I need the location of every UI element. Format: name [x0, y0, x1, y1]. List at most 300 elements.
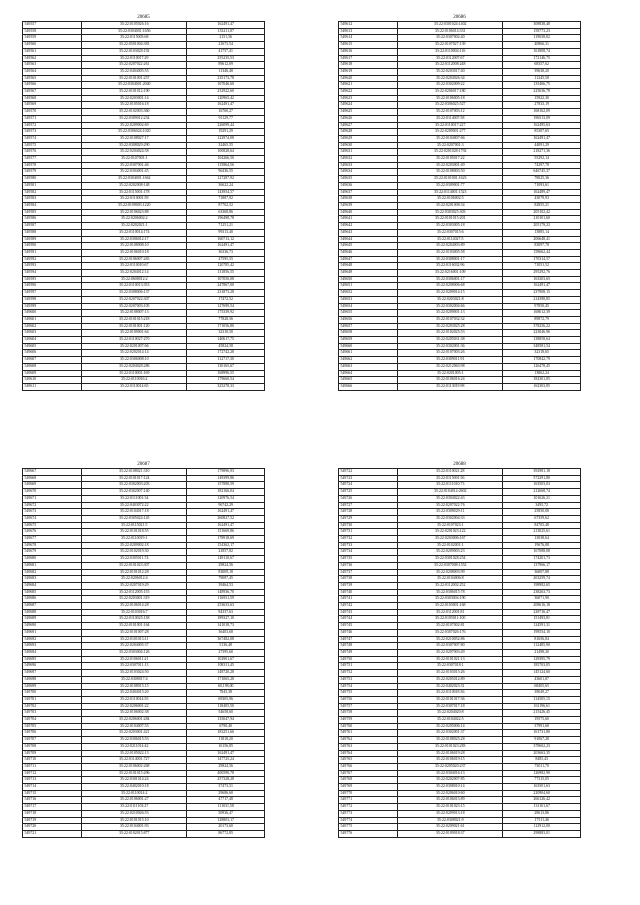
row-number-cell: 549646 — [339, 249, 398, 256]
cadastral-number-cell: 35:22:0107002:81 — [398, 623, 503, 630]
table-row — [339, 263, 581, 270]
value-cell: 19291,29 — [187, 129, 265, 136]
cadastral-number-cell: 35:22:0101001:1623 — [398, 176, 503, 183]
value-cell: 162495,63 — [503, 122, 581, 129]
cadastral-number-cell: 35:22:0101001:257 — [82, 75, 187, 82]
table-row — [23, 42, 265, 49]
cadastral-number-cell: 35:22:0101015:10 — [82, 817, 187, 824]
value-cell: 171065,28 — [187, 676, 265, 683]
table-row — [23, 757, 265, 764]
table-row — [23, 202, 265, 209]
value-cell: 54658,60 — [187, 710, 265, 717]
table-row — [339, 549, 581, 556]
cadastral-number-cell: 35:22:0210052:86 — [398, 636, 503, 643]
value-cell: 162491,47 — [187, 243, 265, 250]
cadastral-number-cell: 35:22:0308029:290 — [82, 142, 187, 149]
row-number-cell: 549611 — [23, 383, 82, 390]
table-row — [339, 804, 581, 811]
table-row — [339, 196, 581, 203]
cadastral-number-cell: 35:22:0205012:89 — [398, 676, 503, 683]
table-row — [339, 817, 581, 824]
value-cell: 127699,54 — [187, 303, 265, 310]
row-number-cell: 549684 — [23, 582, 82, 589]
row-number-cell: 549626 — [339, 115, 398, 122]
cadastral-number-cell: 35:22:0308021:9 — [398, 817, 503, 824]
table-row — [339, 623, 581, 630]
register-panel-4 — [338, 461, 581, 838]
cadastral-number-cell: 35:22:0202014:14 — [82, 350, 187, 357]
row-number-cell: 549581 — [23, 182, 82, 189]
table-row — [23, 75, 265, 82]
row-number-cell: 549618 — [339, 62, 398, 69]
cadastral-number-cell: 35:22:0205031:38 — [398, 337, 503, 344]
value-cell: 47717,48 — [187, 797, 265, 804]
table-row — [23, 469, 265, 476]
value-cell: 149110,67 — [187, 556, 265, 563]
value-cell: 85307,65 — [503, 129, 581, 136]
row-number-cell: 549681 — [23, 562, 82, 569]
value-cell: 21673,54 — [187, 42, 265, 49]
table-row — [339, 95, 581, 102]
cadastral-number-cell: 35:22:0501004:381 — [82, 42, 187, 49]
cadastral-number-cell: 35:22:0110014:65 — [82, 383, 187, 390]
row-number-cell: 549769 — [339, 784, 398, 791]
cadastral-number-cell: 35:22:0104006:8 — [398, 576, 503, 583]
row-number-cell: 549701 — [23, 696, 82, 703]
table-row — [339, 129, 581, 136]
cadastral-number-cell: 35:22:0308017:4 — [82, 676, 187, 683]
cadastral-number-cell: 35:22:0211014:42 — [82, 743, 187, 750]
cadastral-number-cell: 35:22:0201008:34 — [398, 202, 503, 209]
row-number-cell: 549682 — [23, 569, 82, 576]
row-number-cell: 549627 — [339, 122, 398, 129]
row-number-cell: 549659 — [339, 337, 398, 344]
cadastral-number-cell: 35:22:0107032:32 — [398, 316, 503, 323]
table-row — [339, 42, 581, 49]
cadastral-number-cell: 35:22:0106002:268 — [82, 763, 187, 770]
cadastral-number-cell: 35:22:0115001:56 — [398, 475, 503, 482]
cadastral-number-cell: 35:22:0204028:286 — [82, 363, 187, 370]
row-number-cell: 549655 — [339, 310, 398, 317]
cadastral-number-cell: 35:22:0115021:5 — [82, 522, 187, 529]
cadastral-number-cell: 35:22:0206002:2 — [82, 216, 187, 223]
table-row — [339, 830, 581, 837]
row-number-cell: 549559 — [23, 35, 82, 42]
row-number-cell: 549637 — [339, 189, 398, 196]
cadastral-number-cell: 35:22:0106010:18 — [82, 249, 187, 256]
cadastral-number-cell: 35:22:0206012:4 — [82, 576, 187, 583]
row-number-cell: 549664 — [339, 370, 398, 377]
table-row — [339, 169, 581, 176]
value-cell: 27833,19 — [503, 102, 581, 109]
table-row — [339, 209, 581, 216]
value-cell: 114505,15 — [503, 696, 581, 703]
row-number-cell: 549628 — [339, 129, 398, 136]
cadastral-number-cell: 35:22:0302001:37 — [398, 730, 503, 737]
table-row — [23, 48, 265, 55]
row-number-cell: 549572 — [23, 122, 82, 129]
table-row — [339, 589, 581, 596]
value-cell: 149399,86 — [187, 475, 265, 482]
cadastral-number-cell: 35:22:0106023:88 — [82, 209, 187, 216]
row-number-cell: 549651 — [339, 283, 398, 290]
value-cell: 145124,60 — [503, 670, 581, 677]
row-number-cell: 549743 — [339, 609, 398, 616]
cadastral-number-cell: 35:22:0302007:140 — [82, 489, 187, 496]
cadastral-number-cell: 35:22:0103015:26 — [398, 670, 503, 677]
cadastral-number-cell: 35:22:0306012:17 — [82, 236, 187, 243]
row-number-cell: 549757 — [339, 703, 398, 710]
table-row — [23, 82, 265, 89]
value-cell: 112485,90 — [503, 643, 581, 650]
table-row — [23, 649, 265, 656]
row-number-cell: 549726 — [339, 495, 398, 502]
value-cell: 25850,08 — [503, 509, 581, 516]
table-row — [23, 236, 265, 243]
table-row — [23, 330, 265, 337]
cadastral-number-cell: 35:22:0104014:2602 — [398, 489, 503, 496]
cadastral-number-cell: 35:22:0105022:13 — [82, 750, 187, 757]
table-row — [23, 189, 265, 196]
value-cell: 89872,79 — [503, 316, 581, 323]
value-cell: 189327,10 — [187, 616, 265, 623]
table-row — [339, 296, 581, 303]
table-row — [339, 603, 581, 610]
table-row — [23, 209, 265, 216]
table-row — [339, 670, 581, 677]
value-cell: 118405,50 — [187, 703, 265, 710]
table-row — [23, 249, 265, 256]
table-row — [23, 763, 265, 770]
register-panel-1 — [22, 14, 265, 391]
value-cell: 210101,60 — [503, 216, 581, 223]
value-cell: 367482,08 — [187, 636, 265, 643]
value-cell: 220904,60 — [503, 790, 581, 797]
row-number-cell: 549652 — [339, 290, 398, 297]
value-cell: 36403,68 — [187, 629, 265, 636]
row-number-cell: 549609 — [23, 370, 82, 377]
value-cell: 235173,78 — [187, 75, 265, 82]
row-number-cell: 549673 — [23, 509, 82, 516]
row-number-cell: 549671 — [23, 495, 82, 502]
row-number-cell: 549711 — [23, 763, 82, 770]
table-row — [339, 717, 581, 724]
value-cell: 83009,18 — [187, 569, 265, 576]
value-cell: 170314,57 — [503, 256, 581, 263]
table-row — [23, 770, 265, 777]
table-row — [339, 216, 581, 223]
row-number-cell: 549566 — [23, 82, 82, 89]
row-number-cell: 549645 — [339, 243, 398, 250]
cadastral-number-cell: 35:22:0112005:155 — [82, 589, 187, 596]
table-row — [339, 569, 581, 576]
table-row — [339, 357, 581, 364]
value-cell: 228716,47 — [503, 609, 581, 616]
table-row — [23, 810, 265, 817]
table-row — [23, 482, 265, 489]
row-number-cell: 549648 — [339, 263, 398, 270]
table-row — [339, 270, 581, 277]
row-number-cell: 549623 — [339, 95, 398, 102]
cadastral-number-cell: 35:22:0101012:190 — [82, 89, 187, 96]
cadastral-number-cell: 35:22:0208003:99 — [398, 569, 503, 576]
row-number-cell: 549606 — [23, 350, 82, 357]
cadastral-number-cell: 35:22:0108008:10 — [82, 243, 187, 250]
table-row — [339, 770, 581, 777]
row-number-cell: 549601 — [23, 316, 82, 323]
value-cell: 198982,65 — [503, 582, 581, 589]
value-cell: 27395,60 — [187, 649, 265, 656]
cadastral-number-cell: 35:22:0304022:43 — [398, 495, 503, 502]
table-row — [339, 616, 581, 623]
value-cell: 203663,35 — [503, 750, 581, 757]
table-row — [23, 777, 265, 784]
cadastral-number-cell: 35:22:0302003:203 — [82, 482, 187, 489]
table-row — [23, 489, 265, 496]
cadastral-number-cell: 35:22:0101001:164 — [82, 623, 187, 630]
cadastral-number-cell: 35:22:0101023:15 — [398, 804, 503, 811]
table-row — [23, 135, 265, 142]
cadastral-number-cell: 35:22:0108027:17 — [82, 135, 187, 142]
row-number-cell: 549624 — [339, 102, 398, 109]
row-number-cell: 549756 — [339, 696, 398, 703]
table-row — [23, 509, 265, 516]
table-row — [339, 330, 581, 337]
cadastral-number-cell: 35:22:0209021:61 — [398, 824, 503, 831]
table-row — [23, 603, 265, 610]
row-number-cell: 549562 — [23, 55, 82, 62]
cadastral-number-cell: 35:22:0109003:1220 — [82, 202, 187, 209]
row-number-cell: 549583 — [23, 196, 82, 203]
cadastral-number-cell: 35:22:0112001:81 — [398, 609, 503, 616]
value-cell: 73011,70 — [503, 763, 581, 770]
value-cell: 162491,47 — [187, 522, 265, 529]
table-row — [23, 176, 265, 183]
value-cell: 28613,86 — [503, 810, 581, 817]
cadastral-number-cell: 35:22:0101021:13 — [398, 656, 503, 663]
cadastral-number-cell: 35:22:0203001:319 — [82, 596, 187, 603]
value-cell: 69305,96 — [187, 696, 265, 703]
row-number-cell: 549658 — [339, 330, 398, 337]
value-cell: 13038,64 — [503, 536, 581, 543]
table-row — [23, 229, 265, 236]
table-row — [23, 683, 265, 690]
table-row — [339, 62, 581, 69]
value-cell: 77828,56 — [187, 316, 265, 323]
value-cell: 21857,82 — [187, 549, 265, 556]
value-cell: 158662,44 — [503, 249, 581, 256]
table-row — [339, 556, 581, 563]
table-row — [23, 310, 265, 317]
value-cell: 172742,28 — [187, 350, 265, 357]
row-number-cell: 549767 — [339, 770, 398, 777]
cadastral-number-cell: 35:22:0206001:284 — [82, 717, 187, 724]
value-cell: 392981,18 — [503, 469, 581, 476]
row-number-cell: 549570 — [23, 109, 82, 116]
cadastral-number-cell: 35:22:0304001:2040 — [82, 82, 187, 89]
row-number-cell: 549735 — [339, 556, 398, 563]
cadastral-number-cell: 35:22:0306024:1020 — [82, 129, 187, 136]
table-row — [339, 48, 581, 55]
table-row — [23, 343, 265, 350]
value-cell: 238263,73 — [503, 589, 581, 596]
table-row — [23, 357, 265, 364]
cadastral-number-cell: 35:22:0102015:877 — [82, 830, 187, 837]
cadastral-number-cell: 35:22:0202008:148 — [82, 182, 187, 189]
cadastral-number-cell: 35:22:0304001:1656 — [82, 28, 187, 35]
row-number-cell: 549631 — [339, 149, 398, 156]
value-cell: 198554,10 — [503, 629, 581, 636]
table-row — [339, 122, 581, 129]
row-number-cell: 549679 — [23, 549, 82, 556]
table-row — [23, 495, 265, 502]
table-row — [339, 824, 581, 831]
value-cell: 84705,48 — [503, 522, 581, 529]
value-cell: 100828,64 — [187, 149, 265, 156]
value-cell: 126982,90 — [503, 770, 581, 777]
table-row — [339, 810, 581, 817]
register-panel-3 — [22, 461, 265, 838]
cadastral-number-cell: 35:22:0106011:21 — [82, 656, 187, 663]
row-number-cell: 549604 — [23, 337, 82, 344]
value-cell: 179660,54 — [187, 377, 265, 384]
cadastral-number-cell: 35:22:0402010:18 — [82, 784, 187, 791]
value-cell: 162491,47 — [187, 509, 265, 516]
value-cell: 143954,57 — [187, 189, 265, 196]
value-cell: 131101,67 — [503, 804, 581, 811]
row-number-cell: 549703 — [23, 710, 82, 717]
row-number-cell: 549709 — [23, 750, 82, 757]
row-number-cell: 549571 — [23, 115, 82, 122]
table-row — [23, 804, 265, 811]
cadastral-number-cell: 35:22:0115003:68 — [82, 35, 187, 42]
row-number-cell: 549650 — [339, 276, 398, 283]
row-number-cell: 549758 — [339, 710, 398, 717]
cadastral-number-cell: 35:22:0103028:192 — [82, 48, 187, 55]
value-cell: 91067,28 — [503, 737, 581, 744]
table-row — [23, 223, 265, 230]
table-row — [23, 169, 265, 176]
table-row — [23, 723, 265, 730]
table-row — [339, 35, 581, 42]
value-cell: 77315,05 — [503, 777, 581, 784]
cadastral-number-cell: 35:22:0404005:55 — [82, 68, 187, 75]
table-row — [23, 89, 265, 96]
value-cell: 154362,17 — [187, 542, 265, 549]
row-number-cell: 549569 — [23, 102, 82, 109]
cadastral-number-cell: 35:22:0204020:8 — [398, 710, 503, 717]
row-number-cell: 549576 — [23, 149, 82, 156]
cadastral-number-cell: 35:22:0309011:91 — [398, 357, 503, 364]
cadastral-number-cell: 35:22:0116032:96 — [398, 263, 503, 270]
cadastral-number-cell: 35:22:0104007:66 — [398, 135, 503, 142]
table-row — [23, 290, 265, 297]
row-number-cell: 549773 — [339, 810, 398, 817]
cadastral-number-cell: 35:22:0201005:1 — [398, 370, 503, 377]
table-row — [339, 149, 581, 156]
row-number-cell: 549729 — [339, 515, 398, 522]
cadastral-number-cell: 35:22:0106002:38 — [82, 710, 187, 717]
table-row — [23, 830, 265, 837]
row-number-cell: 549621 — [339, 82, 398, 89]
cadastral-number-cell: 35:22:0109018:37 — [398, 830, 503, 837]
row-number-cell: 549580 — [23, 176, 82, 183]
panel-title: 20687 — [137, 462, 150, 467]
cadastral-number-cell: 35:22:0110014:55 — [82, 696, 187, 703]
table-row — [339, 656, 581, 663]
cadastral-number-cell: 35:22:0104001:93 — [82, 824, 187, 831]
table-row — [23, 95, 265, 102]
table-row — [23, 149, 265, 156]
row-number-cell: 549592 — [23, 256, 82, 263]
value-cell: 162491,47 — [187, 750, 265, 757]
cadastral-number-cell: 35:22:0204012:14 — [82, 270, 187, 277]
cadastral-number-cell: 35:22:0110014:2 — [82, 790, 187, 797]
value-cell: 91129,77 — [187, 115, 265, 122]
value-cell: 196513,09 — [503, 115, 581, 122]
table-row — [339, 202, 581, 209]
row-number-cell: 549719 — [23, 817, 82, 824]
row-number-cell: 549697 — [23, 670, 82, 677]
table-row — [339, 182, 581, 189]
value-cell: 135047,94 — [187, 717, 265, 724]
cadastral-number-cell: 35:22:0306015:78 — [398, 589, 503, 596]
row-number-cell: 549742 — [339, 603, 398, 610]
value-cell: 295292,76 — [503, 270, 581, 277]
value-cell: 71093,61 — [503, 182, 581, 189]
row-number-cell: 549672 — [23, 502, 82, 509]
value-cell: 161808,74 — [503, 48, 581, 55]
value-cell: 116931,59 — [187, 596, 265, 603]
table-row — [23, 350, 265, 357]
value-cell: 43601,87 — [503, 676, 581, 683]
table-row — [23, 623, 265, 630]
table-row — [339, 649, 581, 656]
value-cell: 39464,53 — [187, 582, 265, 589]
cadastral-number-cell: 35:22:0102001:1 — [398, 542, 503, 549]
cadastral-number-cell: 35:22:0105017:22 — [398, 156, 503, 163]
cadastral-number-cell: 35:22:0114007:58 — [398, 115, 503, 122]
value-cell: 135466,75 — [503, 82, 581, 89]
table-row — [339, 316, 581, 323]
row-number-cell: 549641 — [339, 216, 398, 223]
row-number-cell: 549589 — [23, 236, 82, 243]
cadastral-number-cell: 35:22:0107001:1 — [82, 156, 187, 163]
value-cell: 120785,42 — [187, 263, 265, 270]
value-cell: 39049,27 — [503, 690, 581, 697]
row-number-cell: 549656 — [339, 316, 398, 323]
table-row — [23, 569, 265, 576]
value-cell: 124591,31 — [503, 623, 581, 630]
value-cell: 87702,52 — [187, 202, 265, 209]
row-number-cell: 549605 — [23, 343, 82, 350]
value-cell: 67359,62 — [503, 515, 581, 522]
cadastral-number-cell: 35:22:0202007:85 — [398, 777, 503, 784]
table-row — [23, 663, 265, 670]
row-number-cell: 549768 — [339, 777, 398, 784]
cadastral-number-cell: 35:22:0307017:18 — [398, 703, 503, 710]
table-row — [23, 35, 265, 42]
value-cell: 218271,36 — [503, 149, 581, 156]
value-cell: 572291,80 — [503, 475, 581, 482]
row-number-cell: 549586 — [23, 216, 82, 223]
value-cell: 223046,96 — [503, 330, 581, 337]
row-number-cell: 549608 — [23, 363, 82, 370]
value-cell: 74297,78 — [503, 162, 581, 169]
value-cell: 11818,20 — [187, 737, 265, 744]
cadastral-number-cell: 35:22:0207003:105 — [82, 303, 187, 310]
cadastral-number-cell: 35:22:0301024:1402 — [398, 22, 503, 29]
